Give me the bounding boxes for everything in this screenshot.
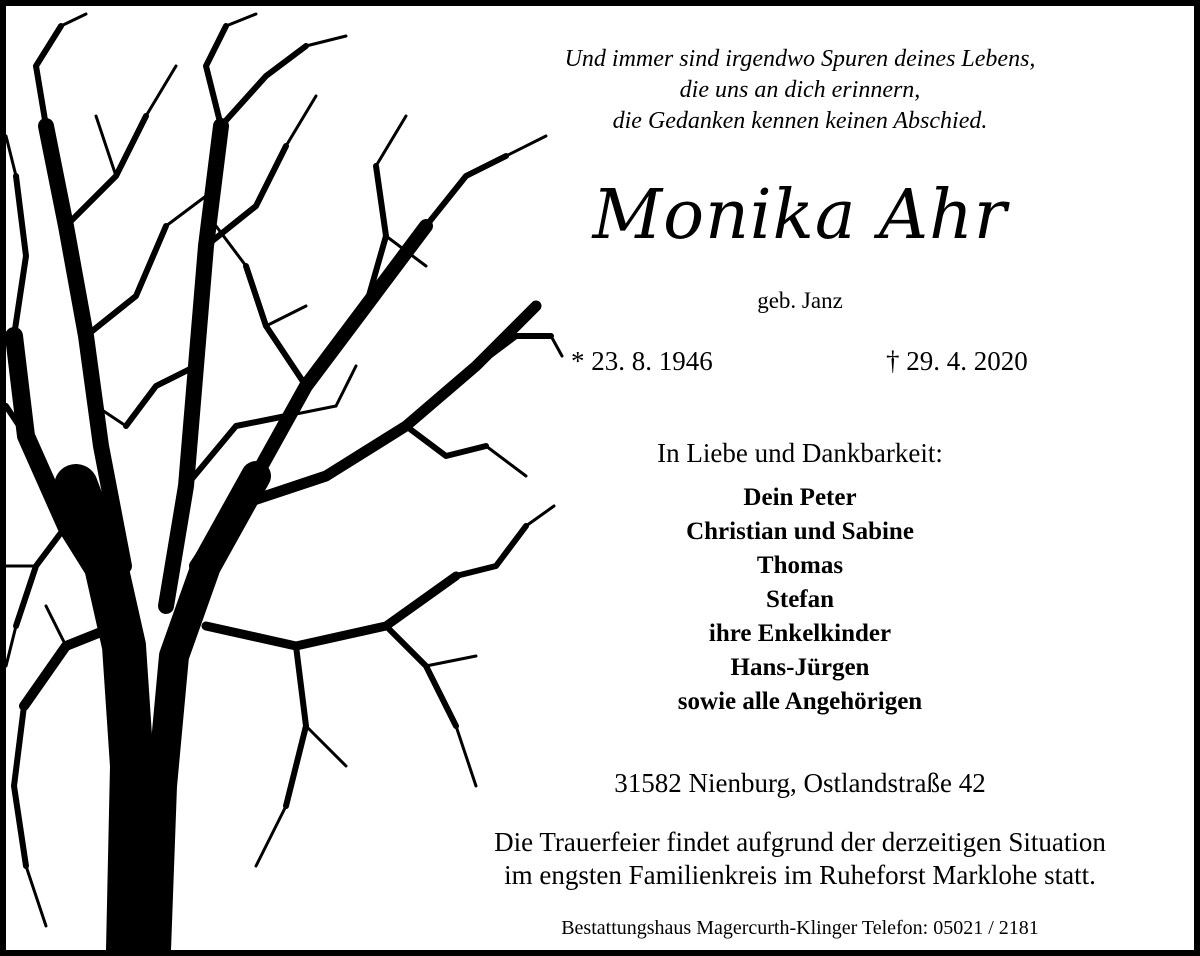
funeral-home-footer: Bestattungshaus Magercurth-Klinger Telefon: 05021 / 2181 <box>561 917 1039 939</box>
quote-line-1: Und immer sind irgendwo Spuren deines Lebens, <box>564 46 1036 72</box>
text-column <box>406 6 1194 950</box>
mourner-name: Christian und Sabine <box>686 518 914 545</box>
family-address: 31582 Nienburg, Ostlandstraße 42 <box>614 768 986 798</box>
quote-line-2: die uns an dich erinnern, <box>679 77 921 103</box>
mourners-intro: In Liebe und Dankbarkeit: <box>657 438 943 468</box>
funeral-notice-line-2: im engsten Familienkreis im Ruheforst Marklohe statt. <box>504 860 1096 890</box>
funeral-notice-line-1: Die Trauerfeier findet aufgrund der derzeitigen Situation <box>494 827 1106 857</box>
mourner-name: Stefan <box>765 586 835 613</box>
birth-name: geb. Janz <box>757 288 843 313</box>
death-date: † 29. 4. 2020 <box>886 346 1028 376</box>
mourner-name: Thomas <box>756 552 844 579</box>
quote-line-3: die Gedanken kennen keinen Abschied. <box>612 108 988 134</box>
mourner-name: Hans-Jürgen <box>730 654 870 681</box>
birth-date: * 23. 8. 1946 <box>571 346 713 376</box>
mourner-name: ihre Enkelkinder <box>708 620 892 647</box>
mourner-name: Dein Peter <box>743 484 857 511</box>
deceased-name: Monika Ahr <box>592 176 1008 255</box>
mourner-name: sowie alle Angehörigen <box>677 688 923 715</box>
